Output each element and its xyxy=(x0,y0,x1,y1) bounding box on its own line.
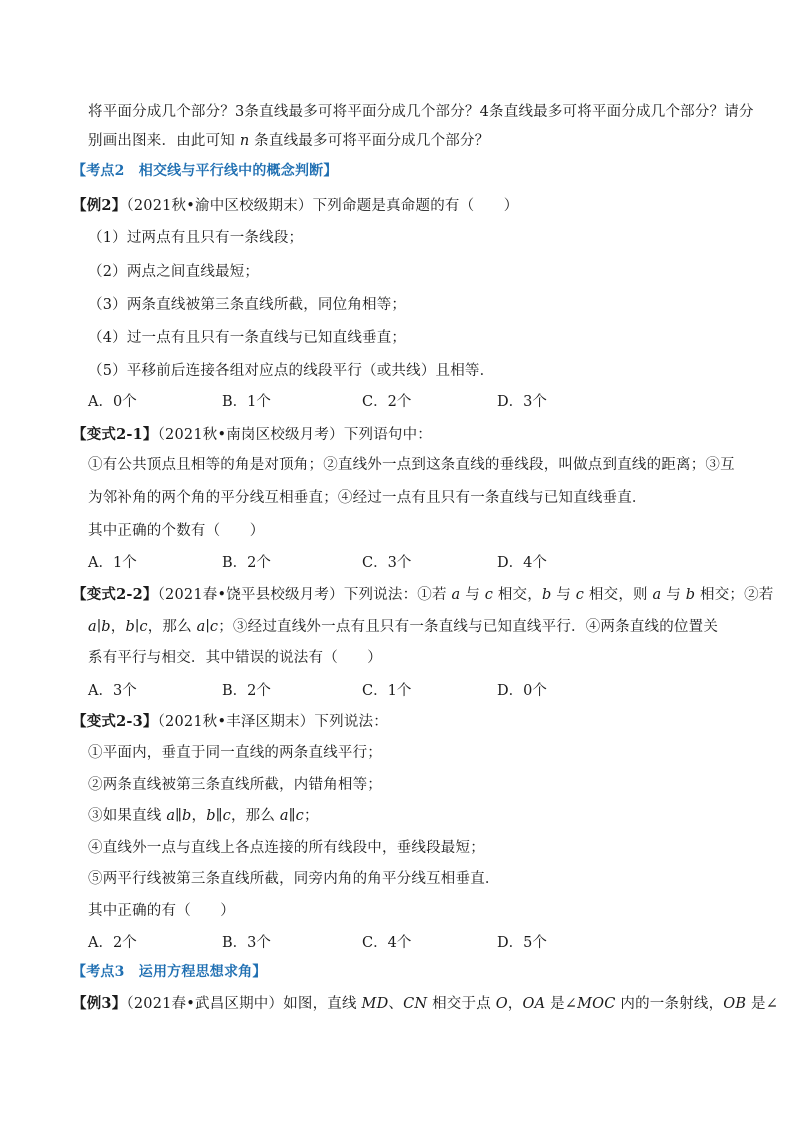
variant-2-3-item-2: ②两条直线被第三条直线所截，内错角相等； xyxy=(88,777,382,793)
example-2-stem xyxy=(72,196,518,216)
example-2-option-d[interactable]: D．3个 xyxy=(497,394,547,410)
text-fragment: 相交，则 xyxy=(584,587,653,603)
math-variable: c xyxy=(575,587,585,603)
intro-text: 条直线最多可将平面分成几个部分？ xyxy=(249,133,490,149)
example-2-option-c[interactable]: C．2个 xyxy=(362,394,412,410)
math-variable: c xyxy=(484,587,494,603)
intro-text: 别画出图来．由此可知 xyxy=(88,133,240,149)
math-variable: a xyxy=(88,619,97,635)
variant-2-1-line-1: ①有公共顶点且相等的角是对顶角；②直线外一点到这条直线的垂线段，叫做点到直线的距离；③互 xyxy=(88,457,735,473)
text-fragment: ；③经过直线外一点有且只有一条直线与已知直线平行．④两条直线的位置关 xyxy=(218,619,719,635)
variant-label: 【变式2-2】 xyxy=(72,586,158,603)
intro-text: 将平面分成几个部分？3条直线最多可将平面分成几个部分？4条直线最多可将平面分成几个部分？请分 xyxy=(88,104,754,120)
example-2-option-a[interactable]: A．0个 xyxy=(88,394,137,410)
math-variable: a xyxy=(451,587,461,603)
question-stem: （2021秋•渝中区校级期末）下列命题是真命题的有（ ） xyxy=(126,198,519,214)
question-stem: （2021春•武昌区期中）如图，直线 xyxy=(126,996,362,1012)
text-fragment: ③如果直线 xyxy=(88,808,167,824)
text-fragment: 与 xyxy=(661,587,686,603)
variant-label: 【变式2-1】 xyxy=(72,426,158,443)
text-fragment: ，那么 xyxy=(230,808,280,824)
math-variable: c xyxy=(209,619,219,635)
math-expression: a∥c xyxy=(279,808,304,824)
variant-2-1-option-b[interactable]: B．2个 xyxy=(222,555,271,571)
variant-2-2-line-3: 系有平行与相交．其中错误的说法有（ ） xyxy=(88,650,382,666)
text-fragment: ； xyxy=(303,808,319,824)
example-3-stem xyxy=(72,994,778,1014)
text-fragment: ， xyxy=(110,619,126,635)
math-variable: b xyxy=(685,587,696,603)
topic-2-heading: 【考点2 相交线与平行线中的概念判断】 xyxy=(72,163,338,179)
variant-2-2-option-b[interactable]: B．2个 xyxy=(222,683,271,699)
text-fragment: 与 xyxy=(551,587,576,603)
example-2-option-b[interactable]: B．1个 xyxy=(222,394,271,410)
math-variable: c xyxy=(139,619,148,635)
variant-2-2-option-a[interactable]: A．3个 xyxy=(88,683,137,699)
math-expression: b∥c xyxy=(206,808,231,824)
text-fragment: 、 xyxy=(388,996,404,1012)
text-fragment: ，那么 xyxy=(147,619,197,635)
variant-2-3-option-a[interactable]: A．2个 xyxy=(88,935,137,951)
math-variable: n xyxy=(239,133,250,149)
variant-2-2-stem xyxy=(72,585,774,605)
variant-2-3-question: 其中正确的有（ ） xyxy=(88,903,235,919)
example-2-item-3: （3）两条直线被第三条直线所截，同位角相等； xyxy=(88,297,407,313)
text-fragment: 相交；②若 xyxy=(695,587,774,603)
math-symbol: ∣ xyxy=(134,619,140,635)
math-variable: MD xyxy=(361,996,389,1012)
variant-2-1-option-d[interactable]: D．4个 xyxy=(497,555,547,571)
variant-2-1-option-a[interactable]: A．1个 xyxy=(88,555,137,571)
math-variable: b xyxy=(125,619,135,635)
text-fragment: 相交， xyxy=(493,587,542,603)
math-variable: OA xyxy=(522,996,546,1012)
variant-2-1-question: 其中正确的个数有（ ） xyxy=(88,523,265,539)
question-stem: （2021秋•丰泽区期末）下列说法： xyxy=(157,714,388,730)
variant-2-1-option-c[interactable]: C．3个 xyxy=(362,555,412,571)
variant-2-3-option-b[interactable]: B．3个 xyxy=(222,935,271,951)
example-label: 【例3】 xyxy=(72,995,127,1012)
example-2-item-2: （2）两点之间直线最短； xyxy=(88,264,260,280)
example-label: 【例2】 xyxy=(72,197,127,214)
math-symbol: ∣ xyxy=(96,619,102,635)
variant-2-3-item-1: ①平面内，垂直于同一直线的两条直线平行； xyxy=(88,745,382,761)
intro-line-1 xyxy=(88,102,754,122)
question-stem: （2021春•饶平县校级月考）下列说法：①若 xyxy=(157,587,452,603)
math-variable: CN xyxy=(403,996,428,1012)
math-variable: MOC xyxy=(577,996,616,1012)
text-fragment: 是∠ xyxy=(746,996,779,1012)
text-fragment: 是∠ xyxy=(545,996,578,1012)
question-stem: （2021秋•南岗区校级月考）下列语句中： xyxy=(157,427,433,443)
math-variable: O xyxy=(495,996,508,1012)
math-variable: OB xyxy=(723,996,747,1012)
math-variable: a xyxy=(652,587,662,603)
text-fragment: 内的一条射线， xyxy=(615,996,724,1012)
math-expression: a∥b xyxy=(166,808,192,824)
variant-2-3-option-c[interactable]: C．4个 xyxy=(362,935,412,951)
variant-2-3-item-5: ⑤两平行线被第三条直线所截，同旁内角的角平分线互相垂直． xyxy=(88,871,500,887)
text-fragment: ， xyxy=(507,996,523,1012)
variant-2-1-stem xyxy=(72,425,432,445)
text-fragment: ， xyxy=(191,808,207,824)
variant-2-3-item-3 xyxy=(88,806,319,826)
intro-line-2 xyxy=(88,131,489,151)
example-2-item-4: （4）过一点有且只有一条直线与已知直线垂直； xyxy=(88,330,407,346)
variant-2-2-option-c[interactable]: C．1个 xyxy=(362,683,412,699)
variant-2-2-option-d[interactable]: D．0个 xyxy=(497,683,547,699)
text-fragment: 相交于点 xyxy=(427,996,496,1012)
math-variable: b xyxy=(101,619,111,635)
variant-2-3-option-d[interactable]: D．5个 xyxy=(497,935,547,951)
variant-2-2-line-2 xyxy=(88,617,718,637)
math-variable: a xyxy=(196,619,206,635)
variant-2-3-stem xyxy=(72,712,388,732)
math-variable: b xyxy=(541,587,552,603)
text-fragment: 与 xyxy=(460,587,485,603)
variant-label: 【变式2-3】 xyxy=(72,713,158,730)
example-2-item-1: （1）过两点有且只有一条线段； xyxy=(88,230,304,246)
topic-3-heading: 【考点3 运用方程思想求角】 xyxy=(72,964,267,980)
variant-2-3-item-4: ④直线外一点与直线上各点连接的所有线段中，垂线段最短； xyxy=(88,840,485,856)
math-symbol: ∣ xyxy=(205,619,210,635)
example-2-item-5: （5）平移前后连接各组对应点的线段平行（或共线）且相等． xyxy=(88,363,495,379)
variant-2-1-line-2: 为邻补角的两个角的平分线互相垂直；④经过一点有且只有一条直线与已知直线垂直． xyxy=(88,490,647,506)
